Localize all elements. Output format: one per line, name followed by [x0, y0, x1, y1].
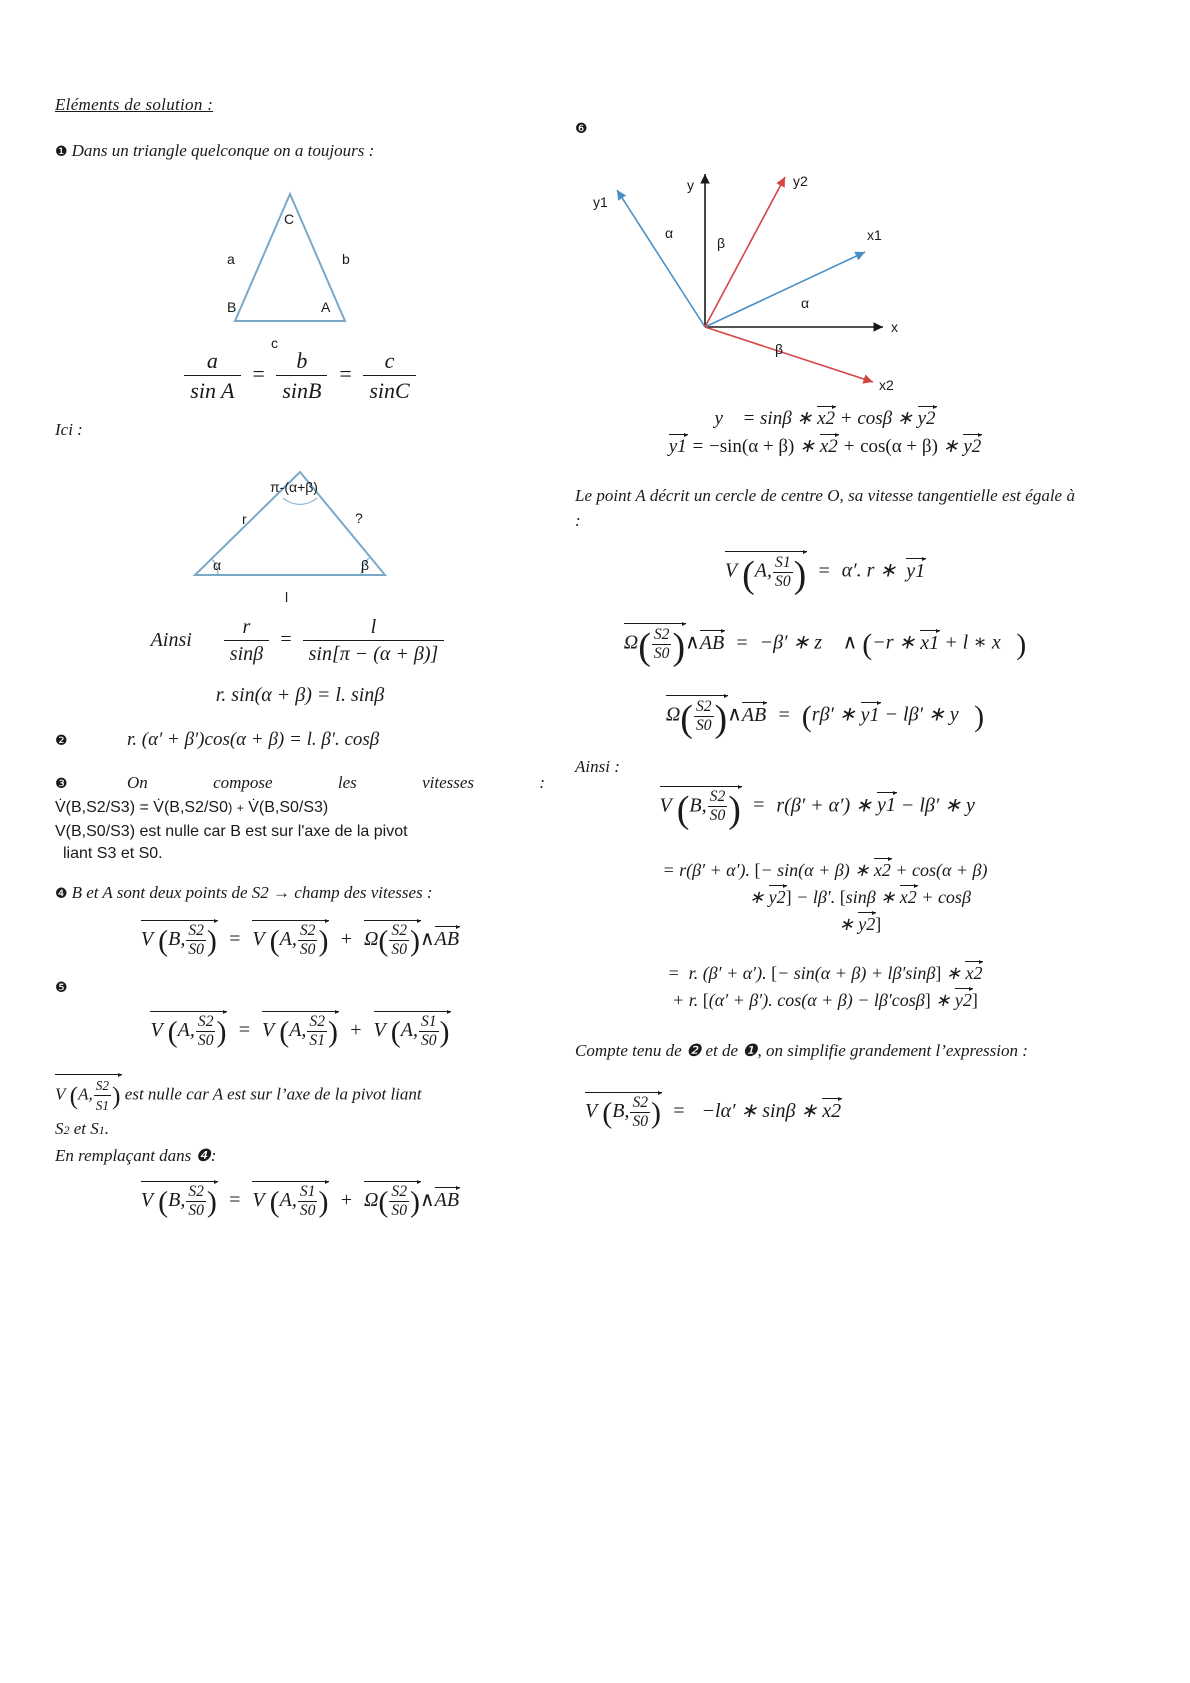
item-6-marker: ❻: [575, 121, 588, 137]
item-4-text: B et A sont deux points de S2 → champ des vitesses :: [71, 883, 433, 903]
left-column: [55, 95, 545, 1220]
triangle1-vertex-left-label: B: [227, 298, 237, 315]
item-5-marker: ❺: [55, 979, 68, 996]
equation-omega-1: Ω( $\frac{S2}{S0}$ )∧AB = −β′ ∗ z⃗ ∧ (−r ∗ x1 + l ∗ x⃗): [575, 623, 1075, 669]
axis-y2: [705, 177, 785, 327]
angle-alpha-top-label: α: [665, 225, 674, 241]
axis-x2: [705, 327, 873, 382]
vector-VB-S2S0: V (B, $\frac{S2}{S0}$ ): [140, 921, 217, 958]
item-3-line-3: V(B,S0/S3) est nulle car B est sur l'axe de la pivot: [55, 823, 408, 841]
item-5-note: [55, 1074, 545, 1169]
vector-AB-b: AB: [434, 1188, 460, 1211]
item-3-line-4: liant S3 et S0.: [63, 845, 163, 863]
triangle2-side-right-label: ?: [355, 510, 363, 527]
fraction-r-sinbeta: $\frac{r}{\sin\beta}$: [224, 616, 269, 666]
vector-AB-right: AB: [699, 631, 725, 654]
item-1-paragraph: [55, 139, 545, 164]
axis-y-label: y: [687, 177, 694, 193]
axis-x1: [705, 252, 865, 327]
equation-VB-S2S0-right: V (B, $\frac{S2}{S0}$ ) = r(β′ + α′) ∗ y1 − lβ′ ∗ y⃗: [575, 786, 1075, 832]
vector-AB: AB: [434, 928, 460, 951]
angle-beta-top-label: β: [717, 235, 726, 251]
item-1-marker: ❶: [55, 144, 68, 160]
vector-VB-final: V (B, $\frac{S2}{S0}$ ): [585, 1093, 662, 1130]
item-5-marker-row: [55, 979, 545, 997]
item-3-marker: ❸: [55, 776, 68, 793]
axis-x-label: x: [891, 319, 898, 335]
equation-VA-S1S0: V (A, $\frac{S1}{S0}$ ) = α′. r ∗ y1: [575, 551, 1075, 597]
item-4-paragraph: [55, 881, 545, 906]
triangle1-vertex-top-label: C: [284, 210, 295, 227]
item-3-block: [55, 773, 545, 863]
ainsi-label: Ainsi: [150, 628, 192, 651]
axes-diagram: [575, 142, 1075, 412]
fraction-l-sinpi: $\frac{l}{\sin[\pi - (\alpha + \beta)]}$: [303, 616, 445, 666]
item-5-note-text-3: En remplaçant dans ❹:: [55, 1146, 217, 1166]
triangle-diagram-2: [55, 450, 545, 610]
vector-y1: y1: [668, 436, 687, 457]
vector-VA-S1S0-b: V (A, $\frac{S1}{S0}$ ): [252, 1182, 329, 1219]
ainsi-equation: Ainsi $\frac{r}{\sin\beta}$ = $\frac{l}{\sin[\pi - (\alpha + \beta)]}$: [55, 616, 545, 666]
triangle2-top-arc: [283, 498, 317, 504]
vector-VA-S2S0-b: V (A, $\frac{S2}{S0}$ ): [150, 1012, 227, 1049]
vector-Omega-S2S0-right-b: Ω( $\frac{S2}{S0}$ ): [666, 695, 727, 741]
vector-VA-S1S0: V (A, $\frac{S1}{S0}$ ): [373, 1012, 450, 1049]
item-2-row: [55, 729, 545, 751]
item-5-note-text: est nulle car A est sur l’axe de la pivot liant: [124, 1084, 422, 1104]
vector-Omega-S2S0-right: Ω( $\frac{S2}{S0}$ ): [624, 623, 685, 669]
vector-x1: x1: [920, 631, 940, 654]
expansion2-line-1: = r. (β′ + α′). [− sin(α + β) + lβ′sinβ] ∗ x2: [667, 962, 983, 983]
angle-alpha-right-label: α: [801, 295, 810, 311]
fraction-c-sinC: $\frac{c}{\sin C}$: [363, 348, 415, 404]
item-5-final-equation: V (B, $\frac{S2}{S0}$ ) = V (A, $\frac{S1}{S0}$ ) + Ω( $\frac{S2}{S0}$ )∧AB: [140, 1182, 460, 1219]
item-2-marker: ❷: [55, 733, 68, 750]
vector-VA-S2S0: V (A, $\frac{S2}{S0}$ ): [252, 921, 329, 958]
expansion-line-3: ∗ y2]: [838, 913, 882, 934]
equation-y: y⃗ = sinβ ∗ x2 + cosβ ∗ y2: [714, 408, 936, 429]
item-1-text: Dans un triangle quelconque on a toujours :: [71, 141, 375, 160]
vector-AB-right-b: AB: [741, 703, 767, 726]
axis-y1-label: y1: [593, 194, 608, 210]
expansion-block-1: [575, 858, 1075, 935]
item-4-equation: V (B, $\frac{S2}{S0}$ ) = V (A, $\frac{S2}{S0}$ ) + Ω( $\frac{S2}{S0}$ )∧AB: [140, 921, 460, 958]
triangle2-vertex-left-label: α: [213, 557, 222, 574]
fraction-a-sinA: $\frac{a}{\text{sin A}}$: [184, 348, 240, 404]
expansion-block-2: [575, 961, 1075, 1011]
expansion2-line-2: + r. [(α′ + β′). cos(α + β) − lβ′cosβ] ∗ y2]: [672, 989, 978, 1010]
equation-rsin: r. sin(α + β) = l. sinβ: [215, 684, 385, 707]
expansion-line-1: = r(β′ + α′). [− sin(α + β) ∗ x2 + cos(α + β): [662, 859, 988, 880]
item-3-line-1: On compose les vitesses :: [127, 773, 545, 793]
triangle1-vertex-right-label: A: [321, 298, 331, 315]
compte-tenu-paragraph: Compte tenu de ❷ et de ❶, on simplifie grandement l’expression :: [575, 1040, 1028, 1060]
item-4-marker: ❹: [55, 886, 68, 903]
item-5-equation: V (A, $\frac{S2}{S0}$ ) = V (A, $\frac{S2}{S1}$ ) + V (A, $\frac{S1}{S0}$ ): [150, 1012, 450, 1049]
axis-y2-label: y2: [793, 173, 808, 189]
page-title: Eléments de solution :: [55, 95, 214, 114]
right-column: [575, 120, 1075, 1131]
point-a-paragraph: Le point A décrit un cercle de centre O, sa vitesse tangentielle est égale à :: [575, 486, 1075, 530]
triangle1-side-bottom-label: c: [271, 334, 278, 351]
vector-Omega-S2S0-b: Ω( $\frac{S2}{S0}$ ): [363, 1182, 421, 1219]
vector-VA-S1S0-right: V (A, $\frac{S1}{S0}$ ): [725, 551, 806, 597]
ainsi-label-right: Ainsi :: [575, 757, 620, 777]
vector-y2-b: y2: [963, 436, 982, 457]
axis-x2-label: x2: [879, 377, 894, 393]
vector-y1-d: y1: [876, 794, 896, 817]
item-3-line-2: V̇(B,S2/S3) = V̇(B,S2/S0) + V̇(B,S0/S3): [55, 799, 329, 817]
vector-x2-final: x2: [822, 1099, 842, 1122]
vector-x2-b: x2: [819, 436, 838, 457]
vector-VB-S2S0-b: V (B, $\frac{S2}{S0}$ ): [140, 1182, 217, 1219]
equation-omega-2: Ω( $\frac{S2}{S0}$ )∧AB = (rβ′ ∗ y1 − lβ′ ∗ y⃗): [575, 695, 1075, 741]
vector-y1-c: y1: [860, 703, 880, 726]
equation-y1: y1 = −sin(α + β) ∗ x2 + cos(α + β) ∗ y2: [668, 436, 982, 457]
angle-beta-right-label: β: [775, 341, 784, 357]
vector-y1-b: y1: [906, 559, 926, 582]
item-5-note-text-2: S2 et S1.: [55, 1119, 110, 1139]
vector-x2: x2: [817, 408, 836, 429]
vector-VA-S2S1: V (A, $\frac{S2}{S1}$ ): [261, 1012, 339, 1049]
axis-y1: [617, 190, 705, 327]
final-equation: V (B, $\frac{S2}{S0}$ ) = −lα′ ∗ sinβ ∗ x2: [585, 1093, 842, 1130]
triangle2-vertex-top-label: π-(α+β): [270, 479, 318, 496]
triangle1-side-right-label: b: [342, 250, 350, 267]
triangle2-side-left-label: r: [242, 511, 247, 528]
triangle2-vertex-right-label: β: [361, 557, 370, 574]
item-6-marker-row: [575, 120, 1075, 138]
law-of-sines-equation: $\frac{a}{\text{sin A}}$ = $\frac{b}{\sin B}$ = $\frac{c}{\sin C}$: [55, 348, 545, 404]
axis-x1-label: x1: [867, 227, 882, 243]
triangle1-side-left-label: a: [227, 250, 235, 267]
vector-y2: y2: [917, 408, 936, 429]
expansion-line-2: ∗ y2] − lβ′. [sinβ ∗ x2 + cosβ: [749, 886, 971, 907]
triangle2-side-bottom-label: l: [285, 589, 289, 606]
vector-VA-S2S1-inline: V (A, $\frac{S2}{S1}$ ): [55, 1074, 121, 1115]
fraction-b-sinB: $\frac{b}{\sin B}$: [276, 348, 327, 404]
ici-label: Ici :: [55, 419, 83, 439]
vector-VB-S2S0-right: V (B, $\frac{S2}{S0}$ ): [660, 786, 741, 832]
item-2-equation: r. (α′ + β′)cos(α + β) = l. β′. cosβ: [127, 729, 380, 751]
triangle-diagram-1: [55, 176, 545, 366]
vector-Omega-S2S0: Ω( $\frac{S2}{S0}$ ): [363, 921, 421, 958]
